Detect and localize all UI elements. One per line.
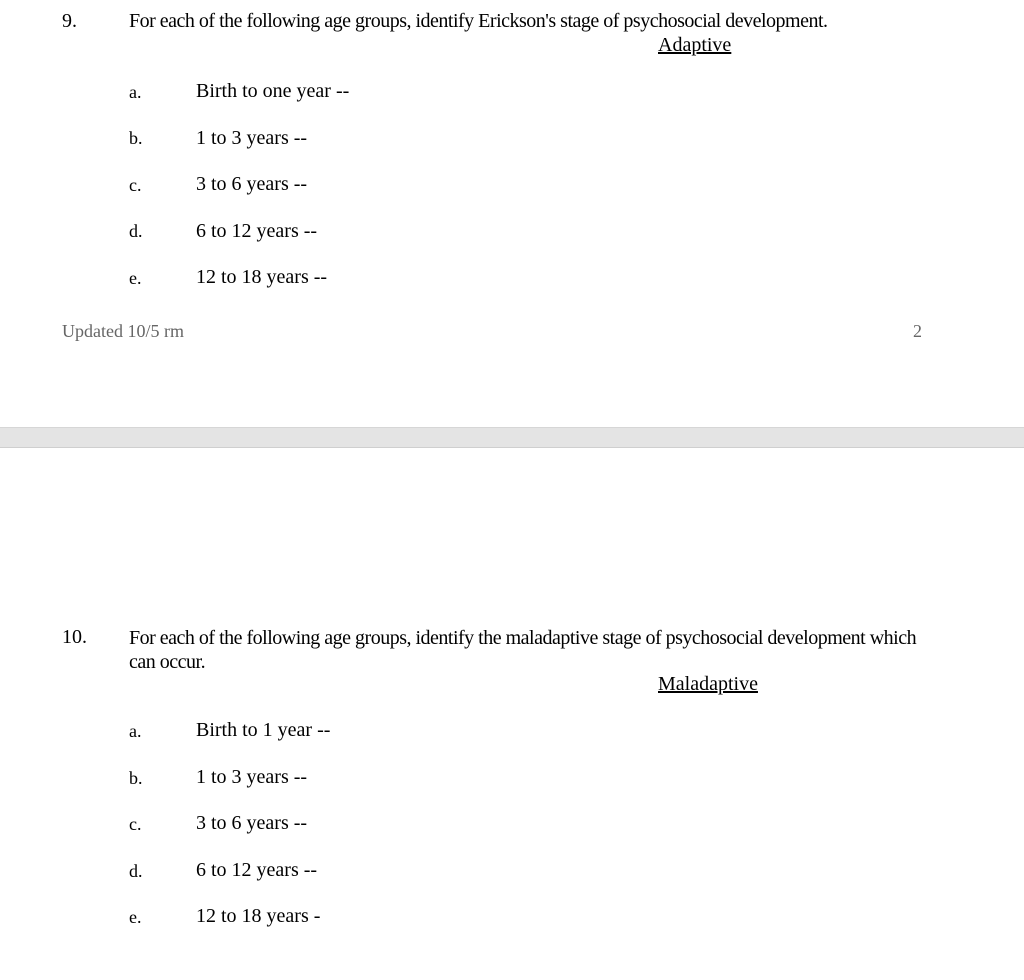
- question-9-number: 9.: [62, 10, 77, 32]
- question-10-item-b-text: 1 to 3 years --: [196, 766, 308, 788]
- question-10-item-c-letter: c.: [129, 814, 142, 834]
- question-10-column-header: Maladaptive: [658, 673, 758, 695]
- question-10-item-b-letter: b.: [129, 768, 143, 788]
- question-10-item-d-letter: d.: [129, 861, 143, 881]
- question-9-prompt: For each of the following age groups, identify Erickson's stage of psychosocial development.: [129, 10, 828, 32]
- question-10-item-a-letter: a.: [129, 721, 142, 741]
- question-10-prompt: For each of the following age groups, identify the maladaptive stage of psychosocial development which can occur.: [129, 627, 917, 673]
- question-9-item-e-letter: e.: [129, 268, 142, 288]
- question-9-item-b-text: 1 to 3 years --: [196, 127, 308, 149]
- question-9-item-c-text: 3 to 6 years --: [196, 173, 308, 195]
- question-9-item-d-letter: d.: [129, 221, 143, 241]
- question-10-item-e-text: 12 to 18 years -: [196, 905, 321, 927]
- question-10-number: 10.: [62, 626, 87, 648]
- question-9-item-d-text: 6 to 12 years --: [196, 220, 318, 242]
- question-9-item-a-text: Birth to one year --: [196, 80, 350, 102]
- question-9-item-b-letter: b.: [129, 128, 143, 148]
- question-9-item-e-text: 12 to 18 years --: [196, 266, 328, 288]
- page-separator: [0, 427, 1024, 448]
- question-9-item-a-letter: a.: [129, 82, 142, 102]
- question-10-item-d-text: 6 to 12 years --: [196, 859, 318, 881]
- question-10-item-e-letter: e.: [129, 907, 142, 927]
- question-10-item-a-text: Birth to 1 year --: [196, 719, 331, 741]
- page-number: 2: [913, 321, 922, 341]
- question-9-item-c-letter: c.: [129, 175, 142, 195]
- document-page-2: [0, 448, 1024, 980]
- document-page-1: [0, 0, 1024, 427]
- question-10-item-c-text: 3 to 6 years --: [196, 812, 308, 834]
- footer-updated-note: Updated 10/5 rm: [62, 321, 184, 341]
- question-9-column-header: Adaptive: [658, 34, 732, 56]
